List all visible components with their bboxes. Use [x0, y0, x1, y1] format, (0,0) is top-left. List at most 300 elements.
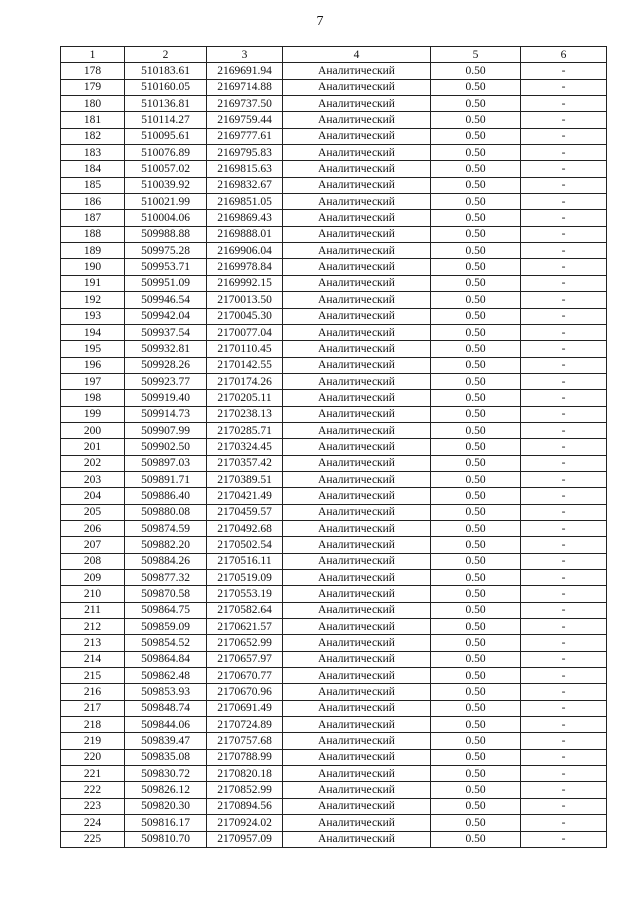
x-coordinate-cell: 509862.48 — [125, 668, 207, 684]
method-cell: Аналитический — [283, 782, 431, 798]
point-number-cell: 198 — [61, 390, 125, 406]
accuracy-cell: 0.50 — [431, 128, 521, 144]
x-coordinate-cell: 509988.88 — [125, 226, 207, 242]
accuracy-cell: 0.50 — [431, 63, 521, 79]
note-cell: - — [521, 194, 607, 210]
table-row — [61, 488, 607, 504]
note-cell: - — [521, 63, 607, 79]
note-cell: - — [521, 112, 607, 128]
header-cell-col5: 5 — [431, 47, 521, 63]
accuracy-cell: 0.50 — [431, 308, 521, 324]
table-row — [61, 798, 607, 814]
point-number-cell: 204 — [61, 488, 125, 504]
table-row — [61, 717, 607, 733]
y-coordinate-cell: 2170389.51 — [207, 471, 283, 487]
table-body — [61, 63, 607, 848]
point-number-cell: 202 — [61, 455, 125, 471]
x-coordinate-cell: 509946.54 — [125, 292, 207, 308]
note-cell: - — [521, 390, 607, 406]
x-coordinate-cell: 509907.99 — [125, 422, 207, 438]
point-number-cell: 203 — [61, 471, 125, 487]
x-coordinate-cell: 509897.03 — [125, 455, 207, 471]
x-coordinate-cell: 509864.75 — [125, 602, 207, 618]
point-number-cell: 220 — [61, 749, 125, 765]
method-cell: Аналитический — [283, 684, 431, 700]
point-number-cell: 207 — [61, 537, 125, 553]
point-number-cell: 199 — [61, 406, 125, 422]
y-coordinate-cell: 2169906.04 — [207, 243, 283, 259]
y-coordinate-cell: 2169759.44 — [207, 112, 283, 128]
header-cell-col6: 6 — [521, 47, 607, 63]
header-row — [61, 47, 607, 63]
accuracy-cell: 0.50 — [431, 341, 521, 357]
point-number-cell: 187 — [61, 210, 125, 226]
note-cell: - — [521, 406, 607, 422]
note-cell: - — [521, 177, 607, 193]
accuracy-cell: 0.50 — [431, 520, 521, 536]
point-number-cell: 218 — [61, 717, 125, 733]
y-coordinate-cell: 2169888.01 — [207, 226, 283, 242]
method-cell: Аналитический — [283, 308, 431, 324]
accuracy-cell: 0.50 — [431, 390, 521, 406]
accuracy-cell: 0.50 — [431, 357, 521, 373]
table-row — [61, 161, 607, 177]
note-cell: - — [521, 308, 607, 324]
x-coordinate-cell: 509891.71 — [125, 471, 207, 487]
note-cell: - — [521, 570, 607, 586]
y-coordinate-cell: 2170852.99 — [207, 782, 283, 798]
x-coordinate-cell: 509864.84 — [125, 651, 207, 667]
point-number-cell: 209 — [61, 570, 125, 586]
point-number-cell: 208 — [61, 553, 125, 569]
table-row — [61, 63, 607, 79]
y-coordinate-cell: 2170670.96 — [207, 684, 283, 700]
note-cell: - — [521, 782, 607, 798]
note-cell: - — [521, 668, 607, 684]
point-number-cell: 178 — [61, 63, 125, 79]
point-number-cell: 216 — [61, 684, 125, 700]
table-row — [61, 259, 607, 275]
point-number-cell: 200 — [61, 422, 125, 438]
y-coordinate-cell: 2170013.50 — [207, 292, 283, 308]
method-cell: Аналитический — [283, 766, 431, 782]
note-cell: - — [521, 128, 607, 144]
point-number-cell: 215 — [61, 668, 125, 684]
accuracy-cell: 0.50 — [431, 324, 521, 340]
table-row — [61, 504, 607, 520]
method-cell: Аналитический — [283, 586, 431, 602]
note-cell: - — [521, 471, 607, 487]
accuracy-cell: 0.50 — [431, 406, 521, 422]
accuracy-cell: 0.50 — [431, 488, 521, 504]
point-number-cell: 197 — [61, 373, 125, 389]
method-cell: Аналитический — [283, 651, 431, 667]
accuracy-cell: 0.50 — [431, 766, 521, 782]
x-coordinate-cell: 509877.32 — [125, 570, 207, 586]
table-row — [61, 194, 607, 210]
accuracy-cell: 0.50 — [431, 194, 521, 210]
y-coordinate-cell: 2170238.13 — [207, 406, 283, 422]
note-cell: - — [521, 766, 607, 782]
point-number-cell: 211 — [61, 602, 125, 618]
table-row — [61, 226, 607, 242]
accuracy-cell: 0.50 — [431, 815, 521, 831]
page-number: 7 — [316, 14, 324, 29]
table-row — [61, 439, 607, 455]
accuracy-cell: 0.50 — [431, 831, 521, 847]
accuracy-cell: 0.50 — [431, 798, 521, 814]
method-cell: Аналитический — [283, 831, 431, 847]
accuracy-cell: 0.50 — [431, 602, 521, 618]
x-coordinate-cell: 509902.50 — [125, 439, 207, 455]
table-row — [61, 553, 607, 569]
note-cell: - — [521, 733, 607, 749]
point-number-cell: 222 — [61, 782, 125, 798]
method-cell: Аналитический — [283, 520, 431, 536]
note-cell: - — [521, 79, 607, 95]
method-cell: Аналитический — [283, 341, 431, 357]
y-coordinate-cell: 2169978.84 — [207, 259, 283, 275]
table-row — [61, 308, 607, 324]
method-cell: Аналитический — [283, 243, 431, 259]
x-coordinate-cell: 509942.04 — [125, 308, 207, 324]
y-coordinate-cell: 2169795.83 — [207, 145, 283, 161]
note-cell: - — [521, 815, 607, 831]
accuracy-cell: 0.50 — [431, 782, 521, 798]
x-coordinate-cell: 509853.93 — [125, 684, 207, 700]
accuracy-cell: 0.50 — [431, 651, 521, 667]
table-row — [61, 128, 607, 144]
method-cell: Аналитический — [283, 733, 431, 749]
x-coordinate-cell: 509830.72 — [125, 766, 207, 782]
accuracy-cell: 0.50 — [431, 684, 521, 700]
x-coordinate-cell: 510114.27 — [125, 112, 207, 128]
y-coordinate-cell: 2170670.77 — [207, 668, 283, 684]
table-row — [61, 96, 607, 112]
method-cell: Аналитический — [283, 815, 431, 831]
y-coordinate-cell: 2170652.99 — [207, 635, 283, 651]
x-coordinate-cell: 509810.70 — [125, 831, 207, 847]
y-coordinate-cell: 2169737.50 — [207, 96, 283, 112]
accuracy-cell: 0.50 — [431, 96, 521, 112]
note-cell: - — [521, 488, 607, 504]
table-row — [61, 145, 607, 161]
accuracy-cell: 0.50 — [431, 243, 521, 259]
note-cell: - — [521, 635, 607, 651]
table-header — [61, 47, 607, 63]
table-row — [61, 668, 607, 684]
method-cell: Аналитический — [283, 226, 431, 242]
note-cell: - — [521, 831, 607, 847]
table-row — [61, 324, 607, 340]
y-coordinate-cell: 2169777.61 — [207, 128, 283, 144]
y-coordinate-cell: 2170516.11 — [207, 553, 283, 569]
method-cell: Аналитический — [283, 504, 431, 520]
point-number-cell: 195 — [61, 341, 125, 357]
method-cell: Аналитический — [283, 145, 431, 161]
accuracy-cell: 0.50 — [431, 373, 521, 389]
method-cell: Аналитический — [283, 194, 431, 210]
point-number-cell: 190 — [61, 259, 125, 275]
x-coordinate-cell: 509880.08 — [125, 504, 207, 520]
point-number-cell: 181 — [61, 112, 125, 128]
point-number-cell: 201 — [61, 439, 125, 455]
point-number-cell: 188 — [61, 226, 125, 242]
table-row — [61, 177, 607, 193]
x-coordinate-cell: 509835.08 — [125, 749, 207, 765]
table-row — [61, 619, 607, 635]
accuracy-cell: 0.50 — [431, 145, 521, 161]
y-coordinate-cell: 2170459.57 — [207, 504, 283, 520]
table-row — [61, 831, 607, 847]
note-cell: - — [521, 455, 607, 471]
y-coordinate-cell: 2169815.63 — [207, 161, 283, 177]
table-row — [61, 782, 607, 798]
table-row — [61, 766, 607, 782]
point-number-cell: 183 — [61, 145, 125, 161]
accuracy-cell: 0.50 — [431, 537, 521, 553]
x-coordinate-cell: 510039.92 — [125, 177, 207, 193]
point-number-cell: 189 — [61, 243, 125, 259]
note-cell: - — [521, 259, 607, 275]
method-cell: Аналитический — [283, 553, 431, 569]
y-coordinate-cell: 2170045.30 — [207, 308, 283, 324]
x-coordinate-cell: 510021.99 — [125, 194, 207, 210]
table-row — [61, 635, 607, 651]
x-coordinate-cell: 509820.30 — [125, 798, 207, 814]
x-coordinate-cell: 509874.59 — [125, 520, 207, 536]
point-number-cell: 213 — [61, 635, 125, 651]
accuracy-cell: 0.50 — [431, 210, 521, 226]
accuracy-cell: 0.50 — [431, 635, 521, 651]
y-coordinate-cell: 2170924.02 — [207, 815, 283, 831]
note-cell: - — [521, 373, 607, 389]
note-cell: - — [521, 292, 607, 308]
x-coordinate-cell: 509932.81 — [125, 341, 207, 357]
accuracy-cell: 0.50 — [431, 422, 521, 438]
method-cell: Аналитический — [283, 79, 431, 95]
point-number-cell: 217 — [61, 700, 125, 716]
y-coordinate-cell: 2170957.09 — [207, 831, 283, 847]
method-cell: Аналитический — [283, 668, 431, 684]
y-coordinate-cell: 2170110.45 — [207, 341, 283, 357]
y-coordinate-cell: 2170174.26 — [207, 373, 283, 389]
y-coordinate-cell: 2170757.68 — [207, 733, 283, 749]
note-cell: - — [521, 324, 607, 340]
header-cell-col4: 4 — [283, 47, 431, 63]
x-coordinate-cell: 509919.40 — [125, 390, 207, 406]
x-coordinate-cell: 509826.12 — [125, 782, 207, 798]
note-cell: - — [521, 422, 607, 438]
table-row — [61, 700, 607, 716]
x-coordinate-cell: 510004.06 — [125, 210, 207, 226]
table-row — [61, 455, 607, 471]
y-coordinate-cell: 2170621.57 — [207, 619, 283, 635]
point-number-cell: 212 — [61, 619, 125, 635]
y-coordinate-cell: 2169869.43 — [207, 210, 283, 226]
y-coordinate-cell: 2170894.56 — [207, 798, 283, 814]
accuracy-cell: 0.50 — [431, 112, 521, 128]
x-coordinate-cell: 509854.52 — [125, 635, 207, 651]
point-number-cell: 214 — [61, 651, 125, 667]
accuracy-cell: 0.50 — [431, 79, 521, 95]
x-coordinate-cell: 509886.40 — [125, 488, 207, 504]
x-coordinate-cell: 510183.61 — [125, 63, 207, 79]
method-cell: Аналитический — [283, 700, 431, 716]
method-cell: Аналитический — [283, 292, 431, 308]
accuracy-cell: 0.50 — [431, 619, 521, 635]
note-cell: - — [521, 275, 607, 291]
method-cell: Аналитический — [283, 161, 431, 177]
accuracy-cell: 0.50 — [431, 177, 521, 193]
y-coordinate-cell: 2170205.11 — [207, 390, 283, 406]
accuracy-cell: 0.50 — [431, 586, 521, 602]
method-cell: Аналитический — [283, 373, 431, 389]
point-number-cell: 184 — [61, 161, 125, 177]
y-coordinate-cell: 2169851.05 — [207, 194, 283, 210]
accuracy-cell: 0.50 — [431, 259, 521, 275]
table-row — [61, 537, 607, 553]
x-coordinate-cell: 509839.47 — [125, 733, 207, 749]
x-coordinate-cell: 509975.28 — [125, 243, 207, 259]
note-cell: - — [521, 749, 607, 765]
point-number-cell: 205 — [61, 504, 125, 520]
y-coordinate-cell: 2169832.67 — [207, 177, 283, 193]
accuracy-cell: 0.50 — [431, 749, 521, 765]
accuracy-cell: 0.50 — [431, 471, 521, 487]
x-coordinate-cell: 509951.09 — [125, 275, 207, 291]
method-cell: Аналитический — [283, 602, 431, 618]
point-number-cell: 219 — [61, 733, 125, 749]
note-cell: - — [521, 651, 607, 667]
table-row — [61, 275, 607, 291]
table-row — [61, 243, 607, 259]
method-cell: Аналитический — [283, 112, 431, 128]
point-number-cell: 193 — [61, 308, 125, 324]
table-row — [61, 570, 607, 586]
accuracy-cell: 0.50 — [431, 504, 521, 520]
point-number-cell: 192 — [61, 292, 125, 308]
header-cell-col2: 2 — [125, 47, 207, 63]
point-number-cell: 180 — [61, 96, 125, 112]
method-cell: Аналитический — [283, 128, 431, 144]
note-cell: - — [521, 798, 607, 814]
table-row — [61, 815, 607, 831]
x-coordinate-cell: 509844.06 — [125, 717, 207, 733]
method-cell: Аналитический — [283, 422, 431, 438]
note-cell: - — [521, 145, 607, 161]
y-coordinate-cell: 2170324.45 — [207, 439, 283, 455]
x-coordinate-cell: 509923.77 — [125, 373, 207, 389]
point-number-cell: 210 — [61, 586, 125, 602]
point-number-cell: 221 — [61, 766, 125, 782]
table-row — [61, 520, 607, 536]
method-cell: Аналитический — [283, 406, 431, 422]
point-number-cell: 179 — [61, 79, 125, 95]
y-coordinate-cell: 2170421.49 — [207, 488, 283, 504]
method-cell: Аналитический — [283, 488, 431, 504]
note-cell: - — [521, 226, 607, 242]
note-cell: - — [521, 537, 607, 553]
y-coordinate-cell: 2169992.15 — [207, 275, 283, 291]
point-number-cell: 223 — [61, 798, 125, 814]
x-coordinate-cell: 510160.05 — [125, 79, 207, 95]
y-coordinate-cell: 2169714.88 — [207, 79, 283, 95]
coordinates-table — [60, 46, 607, 848]
method-cell: Аналитический — [283, 177, 431, 193]
table-row — [61, 422, 607, 438]
y-coordinate-cell: 2170077.04 — [207, 324, 283, 340]
method-cell: Аналитический — [283, 749, 431, 765]
accuracy-cell: 0.50 — [431, 717, 521, 733]
note-cell: - — [521, 586, 607, 602]
table-row — [61, 586, 607, 602]
y-coordinate-cell: 2170820.18 — [207, 766, 283, 782]
header-cell-col1: 1 — [61, 47, 125, 63]
note-cell: - — [521, 243, 607, 259]
table-row — [61, 112, 607, 128]
method-cell: Аналитический — [283, 798, 431, 814]
y-coordinate-cell: 2170788.99 — [207, 749, 283, 765]
y-coordinate-cell: 2170142.55 — [207, 357, 283, 373]
note-cell: - — [521, 341, 607, 357]
method-cell: Аналитический — [283, 455, 431, 471]
accuracy-cell: 0.50 — [431, 553, 521, 569]
note-cell: - — [521, 520, 607, 536]
accuracy-cell: 0.50 — [431, 439, 521, 455]
x-coordinate-cell: 510057.02 — [125, 161, 207, 177]
x-coordinate-cell: 509859.09 — [125, 619, 207, 635]
accuracy-cell: 0.50 — [431, 668, 521, 684]
table-row — [61, 684, 607, 700]
table-row — [61, 749, 607, 765]
table-row — [61, 373, 607, 389]
method-cell: Аналитический — [283, 357, 431, 373]
note-cell: - — [521, 439, 607, 455]
note-cell: - — [521, 504, 607, 520]
x-coordinate-cell: 510136.81 — [125, 96, 207, 112]
point-number-cell: 194 — [61, 324, 125, 340]
accuracy-cell: 0.50 — [431, 570, 521, 586]
table-row — [61, 733, 607, 749]
accuracy-cell: 0.50 — [431, 700, 521, 716]
point-number-cell: 182 — [61, 128, 125, 144]
note-cell: - — [521, 553, 607, 569]
x-coordinate-cell: 510095.61 — [125, 128, 207, 144]
note-cell: - — [521, 161, 607, 177]
y-coordinate-cell: 2170724.89 — [207, 717, 283, 733]
table-row — [61, 292, 607, 308]
method-cell: Аналитический — [283, 570, 431, 586]
method-cell: Аналитический — [283, 96, 431, 112]
point-number-cell: 225 — [61, 831, 125, 847]
method-cell: Аналитический — [283, 390, 431, 406]
method-cell: Аналитический — [283, 471, 431, 487]
note-cell: - — [521, 96, 607, 112]
accuracy-cell: 0.50 — [431, 275, 521, 291]
note-cell: - — [521, 717, 607, 733]
header-cell-col3: 3 — [207, 47, 283, 63]
x-coordinate-cell: 509882.20 — [125, 537, 207, 553]
method-cell: Аналитический — [283, 210, 431, 226]
accuracy-cell: 0.50 — [431, 292, 521, 308]
method-cell: Аналитический — [283, 324, 431, 340]
point-number-cell: 186 — [61, 194, 125, 210]
point-number-cell: 191 — [61, 275, 125, 291]
point-number-cell: 206 — [61, 520, 125, 536]
y-coordinate-cell: 2170519.09 — [207, 570, 283, 586]
note-cell: - — [521, 210, 607, 226]
